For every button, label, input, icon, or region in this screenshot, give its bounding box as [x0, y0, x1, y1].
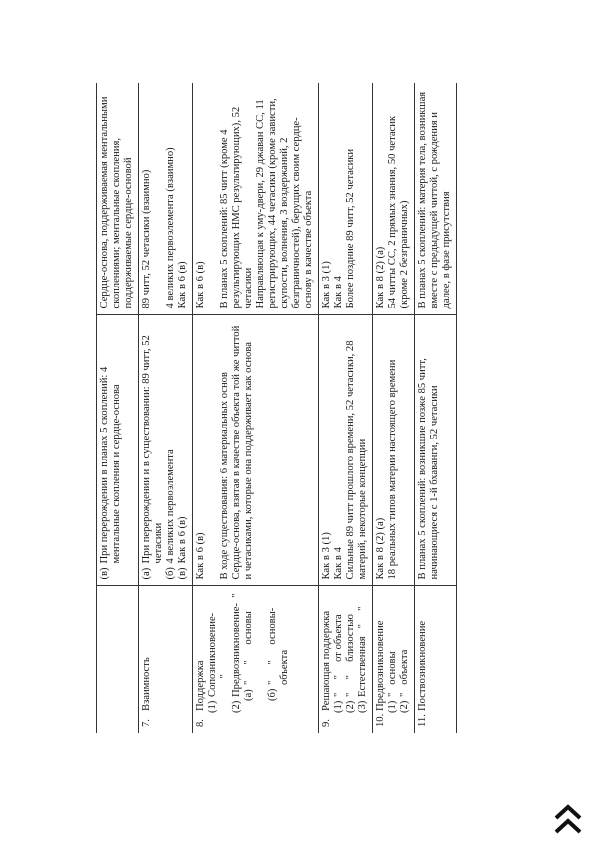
list-item	[417, 593, 429, 728]
table-cell	[97, 83, 139, 315]
list-item	[195, 321, 207, 579]
item-text: Сердце-основа, взятая в качестве объекта той же читтой и четасиками, которые она поддерживает как основа	[231, 325, 254, 580]
cell-text: Сердце-основа, поддерживаемая ментальными скоплениями; ментальные скопления, поддерживаемые сердце-основой	[99, 96, 134, 309]
table-cell	[373, 315, 415, 586]
table-cell	[319, 315, 373, 586]
item-text: " основы	[387, 651, 398, 697]
list-item	[321, 593, 333, 728]
item-number: (2)	[231, 700, 242, 713]
item-text: Предвозникновение	[375, 620, 386, 711]
cell-text: Более поздние 89 читт, 52 четасики	[345, 148, 356, 309]
cell-text: Как в 8 (2) (а)	[375, 246, 386, 309]
list-item	[375, 321, 387, 579]
list-item	[417, 321, 441, 579]
table-cell	[415, 83, 457, 315]
table-row	[193, 83, 319, 733]
list-item	[231, 321, 255, 579]
list-item	[357, 593, 369, 728]
list-item	[387, 321, 399, 579]
double-chevron-up-icon[interactable]	[553, 803, 583, 837]
item-text: " " основы	[243, 611, 254, 685]
list-item	[387, 593, 399, 728]
table-cell	[97, 315, 139, 586]
cell-text: 4 великих первоэлемента (взаимно)	[165, 147, 176, 309]
list-item	[333, 321, 345, 579]
list-item	[399, 593, 411, 728]
item-number: (в)	[99, 567, 110, 580]
item-text: В планах 5 скоплений: возникшие позже 85 читт, начинающиеся с 1-й бхаванги, 52 четасики	[417, 358, 440, 580]
table-row	[139, 83, 193, 733]
cell-text: Как в 6 (в)	[195, 261, 206, 309]
cell-text: Как в 4	[333, 276, 344, 309]
cell-text: Как в 3 (1)	[321, 261, 332, 309]
item-text: Как в 4	[333, 547, 344, 580]
item-text: " " основы-объекта	[267, 607, 290, 685]
item-number: (б)	[267, 688, 278, 701]
item-text: " " близостью	[345, 614, 356, 697]
item-number: (2)	[345, 700, 356, 713]
item-number: 9.	[321, 719, 332, 727]
item-number: 10.	[375, 713, 386, 727]
table-row	[373, 83, 415, 733]
item-number: 11.	[417, 714, 428, 727]
table-cell	[373, 586, 415, 733]
item-number: 8.	[195, 719, 206, 727]
list-item	[333, 593, 345, 728]
rotated-table-page	[96, 83, 516, 733]
item-text: Как в 6 (в)	[177, 516, 188, 564]
item-text: Поствозникновение	[417, 620, 428, 711]
item-text: 18 реальных типов материи настоящего времени	[387, 359, 398, 580]
item-number: (а)	[141, 567, 152, 580]
list-item	[141, 593, 153, 728]
list-item	[321, 321, 333, 579]
list-item	[255, 593, 267, 728]
list-item	[243, 593, 255, 728]
item-text: Как в 8 (2) (а)	[375, 517, 386, 580]
item-text: " объекта	[399, 649, 410, 697]
table-cell	[319, 83, 373, 315]
list-item	[195, 593, 207, 728]
table-cell	[415, 315, 457, 586]
table-cell	[193, 315, 319, 586]
cell-text: В планах 5 скоплений: 85 читт (кроме 4 результирующих НМС результирующих), 52 четасики	[219, 106, 254, 309]
item-text: При перерождении в планах 5 скоплений: 4 ментальные скопления и сердце-основа	[99, 366, 122, 564]
cell-text	[153, 89, 165, 309]
table-cell	[319, 586, 373, 733]
item-text: " " от объекта	[333, 614, 344, 697]
item-number: (1)	[387, 700, 398, 713]
item-number: (а)	[243, 689, 254, 701]
list-item	[207, 321, 219, 579]
table-cell	[97, 586, 139, 733]
cell-text: Как в 6 (в)	[177, 261, 188, 309]
table-row	[97, 83, 139, 733]
item-number: (3)	[357, 700, 368, 713]
table-cell	[139, 315, 193, 586]
item-text: В ходе существования: 6 материальных основ	[219, 372, 230, 580]
item-text	[207, 321, 219, 579]
list-item	[375, 593, 387, 728]
list-item	[345, 593, 357, 728]
item-text: Естественная " "	[357, 606, 368, 697]
table-row	[415, 83, 457, 733]
list-item	[219, 321, 231, 579]
list-item	[345, 321, 369, 579]
item-text: Решающая поддержка	[321, 610, 332, 711]
table-row	[319, 83, 373, 733]
list-item	[207, 593, 231, 728]
cell-text: 89 читт, 52 четасики (взаимно)	[141, 169, 152, 309]
list-item	[141, 321, 165, 579]
table-cell	[373, 83, 415, 315]
item-text: Как в 6 (в)	[195, 532, 206, 580]
table-cell	[139, 83, 193, 315]
table-cell	[193, 586, 319, 733]
list-item	[99, 321, 123, 579]
list-item	[231, 593, 243, 728]
item-text: При перерождении и в существовании: 89 читт, 52 четасики	[141, 335, 164, 564]
table-cell	[193, 83, 319, 315]
item-text: Сопозникновение- "	[207, 612, 230, 697]
item-text	[255, 593, 267, 702]
list-item	[165, 321, 177, 579]
cell-text: Направляющая к уму-двери, 29 джаван СС, 11 регистрирующих, 44 четасики (кроме зависти, скупости, волнения, 3 воздержаний, 2 безграничностей), берущих своим сердце-основу в качестве объекта	[255, 98, 314, 309]
item-text: Поддержка	[195, 660, 206, 711]
item-text: 4 великих первоэлемента	[165, 449, 176, 564]
table-cell	[415, 586, 457, 733]
conditions-table	[96, 83, 457, 733]
item-number: (в)	[177, 567, 188, 580]
item-number: (1)	[333, 700, 344, 713]
list-item	[267, 593, 291, 728]
item-text: Сильные 89 читт прошлого времени, 52 четасики, 28 материй, некоторые концепции	[345, 340, 368, 580]
item-number: (б)	[165, 567, 176, 580]
item-number: (1)	[207, 700, 218, 713]
cell-text	[207, 89, 219, 309]
item-text: Взаимность	[141, 657, 152, 711]
item-number: 7.	[141, 719, 152, 727]
list-item	[177, 321, 189, 579]
table-cell	[139, 586, 193, 733]
item-text: Предвозникновение- "	[231, 593, 242, 697]
item-number: (2)	[399, 700, 410, 713]
cell-text: В планах 5 скоплений: материя тела, возникшая вместе с предыдущей читтой, с рождения и далее, в фазе присутствия	[417, 91, 452, 309]
cell-text: 54 читты СС, 2 прямых знания, 50 четасик (кроме 2 безграничных)	[387, 115, 410, 309]
item-text: Как в 3 (1)	[321, 532, 332, 580]
